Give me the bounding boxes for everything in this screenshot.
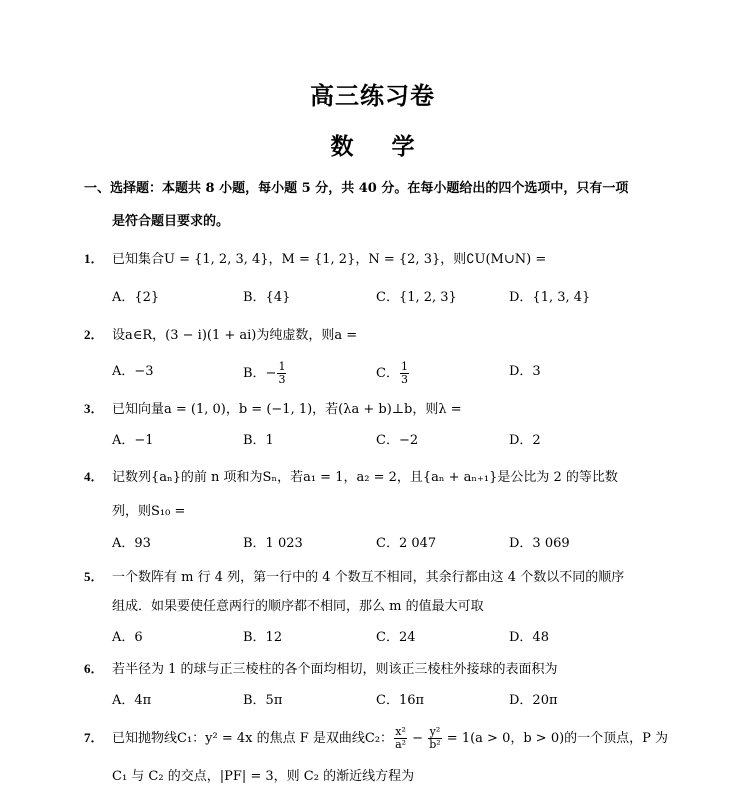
- question-number: 5．: [84, 569, 104, 584]
- option-c: C．2 047: [376, 536, 437, 551]
- option-c: C．{1, 2, 3}: [376, 290, 457, 305]
- question-text: = 1(a > 0，b > 0)的一个顶点，P 为: [442, 731, 669, 746]
- fraction: [400, 361, 409, 386]
- question-text: 已知向量a = (1, 0)，b = (−1, 1)，若(λa + b)⊥b，则λ =: [112, 402, 462, 417]
- option-c: [376, 361, 410, 386]
- option-d: D．{1, 3, 4}: [509, 290, 591, 305]
- question-7: [84, 724, 668, 753]
- question-4: [84, 467, 618, 488]
- question-4-cont: 列，则S₁₀ =: [112, 504, 186, 519]
- option-d: D．3: [509, 364, 541, 379]
- question-5-cont: 组成．如果要使任意两行的顺序都不相同，那么 m 的值最大可取: [112, 599, 484, 614]
- fraction-denominator: 3: [400, 373, 408, 386]
- exam-title: 高三练习卷: [310, 81, 435, 110]
- question-text: 若半径为 1 的球与正三棱柱的各个面均相切，则该正三棱柱外接球的表面积为: [112, 662, 558, 677]
- fraction-numerator: 1: [400, 360, 408, 373]
- fraction: [394, 726, 407, 751]
- fraction-denominator: b²: [429, 738, 441, 751]
- option-a: A．−3: [112, 364, 154, 379]
- option-d: D．20π: [509, 693, 558, 708]
- option-label: C．: [376, 366, 399, 381]
- question-number: 7．: [84, 730, 104, 745]
- option-a: A．{2}: [112, 290, 160, 305]
- fraction: [428, 726, 441, 751]
- option-b: B．{4}: [243, 290, 291, 305]
- fraction-numerator: x²: [395, 725, 406, 738]
- option-b: B．1: [243, 433, 274, 448]
- fraction-denominator: 3: [278, 373, 286, 386]
- section-heading-cont: 是符合题目要求的。: [112, 214, 230, 229]
- option-b: [243, 361, 287, 386]
- question-2: [84, 325, 357, 346]
- question-text: 一个数阵有 m 行 4 列，第一行中的 4 个数互不相同，其余行都由这 4 个数以不同的顺序: [112, 570, 625, 585]
- question-number: 3．: [84, 401, 104, 416]
- option-a: A．6: [112, 630, 143, 645]
- question-text: 已知抛物线C₁：y² = 4x 的焦点 F 是双曲线C₂：: [112, 731, 394, 746]
- question-text: 记数列{aₙ}的前 n 项和为Sₙ，若a₁ = 1，a₂ = 2，且{aₙ + aₙ₊₁}是公比为 2 的等比数: [112, 470, 618, 485]
- fraction-denominator: a²: [395, 738, 407, 751]
- option-b: B．5π: [243, 693, 283, 708]
- option-c: C．−2: [376, 433, 419, 448]
- question-number: 4．: [84, 469, 104, 484]
- question-text: 设a∈R，(3 − i)(1 + ai)为纯虚数，则a =: [112, 328, 358, 343]
- option-a: A．93: [112, 536, 151, 551]
- option-b: B．12: [243, 630, 283, 645]
- question-number: 6．: [84, 661, 104, 676]
- option-b: B．1 023: [243, 536, 303, 551]
- minus-sign: −: [408, 731, 428, 746]
- option-d: D．48: [509, 630, 549, 645]
- question-7-cont: C₁ 与 C₂ 的交点，|PF| = 3，则 C₂ 的渐近线方程为: [112, 769, 415, 784]
- option-d: D．2: [509, 433, 541, 448]
- question-1: [84, 249, 546, 270]
- question-number: 2．: [84, 327, 104, 342]
- question-number: 1．: [84, 251, 104, 266]
- fraction-numerator: 1: [278, 360, 286, 373]
- option-a: A．4π: [112, 693, 152, 708]
- fraction-numerator: y²: [429, 725, 441, 738]
- option-d: D．3 069: [509, 536, 570, 551]
- subject-title: 数学: [330, 133, 453, 160]
- option-c: C．16π: [376, 693, 425, 708]
- question-5: [84, 567, 624, 588]
- section-heading: 一、选择题：本题共 8 小题，每小题 5 分，共 40 分。在每小题给出的四个选项中，只有一项: [84, 181, 629, 196]
- question-text: 已知集合U = {1, 2, 3, 4}，M = {1, 2}，N = {2, 3}，则∁U(M∪N) =: [112, 252, 547, 267]
- question-6: [84, 659, 558, 680]
- option-label: B．−: [243, 366, 277, 381]
- option-a: A．−1: [112, 433, 154, 448]
- option-c: C．24: [376, 630, 416, 645]
- fraction: [277, 361, 286, 386]
- question-3: [84, 399, 462, 420]
